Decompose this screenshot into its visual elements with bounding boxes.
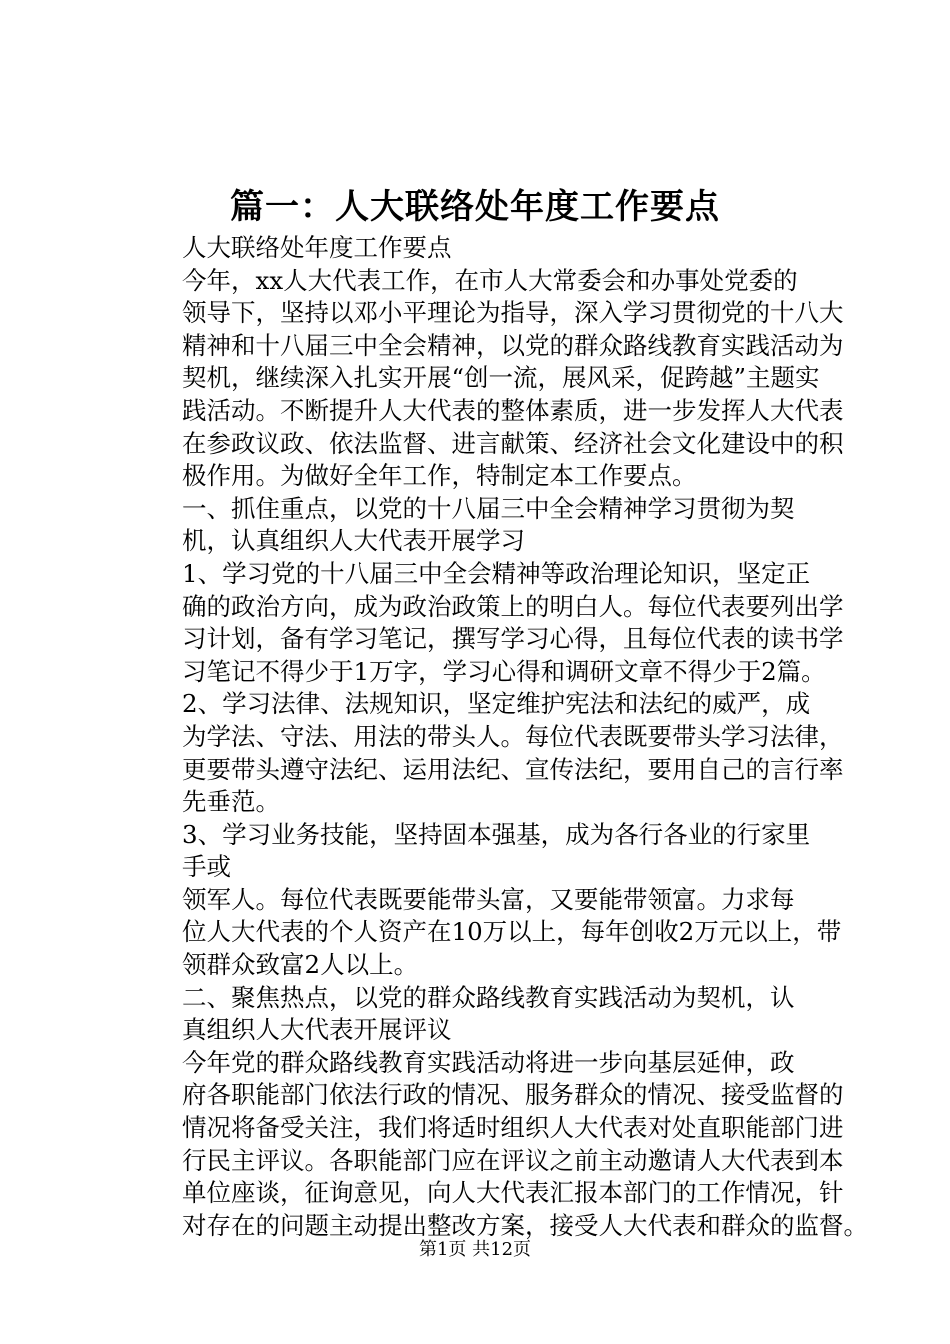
text-line: 2、学习法律、法规知识，坚定维护宪法和法纪的威严，成: [182, 689, 811, 719]
page-footer: [0, 1238, 950, 1262]
text-line: 府各职能部门依法行政的情况、服务群众的情况、接受监督的: [182, 1080, 844, 1110]
section-heading-2: [130, 982, 838, 1047]
text-line: 情况将备受关注，我们将适时组织人大代表对处直职能部门进: [182, 1113, 844, 1143]
text-line: 习笔记不得少于1万字，学习心得和调研文章不得少于2篇。: [182, 656, 826, 686]
text-line: 真组织人大代表开展评议: [182, 1015, 452, 1045]
text-line: 先垂范。: [182, 787, 280, 817]
text-line: 行民主评议。各职能部门应在评议之前主动邀请人大代表到本: [182, 1145, 844, 1175]
text-line: 3、学习业务技能，坚持固本强基，成为各行各业的行家里: [182, 819, 811, 849]
subtitle-paragraph: [130, 232, 838, 265]
text-line: 领群众致富2人以上。: [182, 950, 419, 980]
document-title: 篇一：人大联络处年度工作要点: [230, 187, 720, 227]
text-line: 为学法、守法、用法的带头人。每位代表既要带头学习法律，: [182, 721, 844, 751]
document-body: [130, 232, 868, 1242]
text-line: 更要带头遵守法纪、运用法纪、宣传法纪，要用自己的言行率: [182, 754, 844, 784]
text-line: 践活动。不断提升人大代表的整体素质，进一步发挥人大代表: [182, 395, 844, 425]
intro-paragraph: [130, 265, 844, 493]
text-line: 人大联络处年度工作要点: [182, 233, 452, 262]
item-paragraph-1: [130, 558, 844, 688]
text-line: 今年，xx人大代表工作，在市人大常委会和办事处党委的: [182, 265, 798, 295]
text-line: 1、学习党的十八届三中全会精神等政治理论知识，坚定正: [182, 558, 811, 588]
text-line: 今年党的群众路线教育实践活动将进一步向基层延伸，政: [182, 1047, 795, 1077]
item-paragraph-2: [130, 688, 844, 818]
text-line: 契机，继续深入扎实开展“创一流，展风采，促跨越”主题实: [182, 363, 820, 393]
text-line: 在参政议政、依法监督、进言献策、经济社会文化建设中的积: [182, 428, 844, 458]
text-line: 习计划，备有学习笔记，撰写学习心得，且每位代表的读书学: [182, 624, 844, 654]
text-line: 领军人。每位代表既要能带头富，又要能带领富。力求每: [182, 884, 795, 914]
section-heading-1: [130, 493, 838, 558]
text-line: 一、抓住重点，以党的十八届三中全会精神学习贯彻为契: [182, 493, 795, 523]
item-paragraph-3-continued: [130, 884, 842, 982]
section-2-paragraph: [130, 1047, 868, 1243]
text-line: 单位座谈，征询意见，向人大代表汇报本部门的工作情况，针: [182, 1178, 844, 1208]
item-paragraph-3: [130, 819, 838, 884]
text-line: 位人大代表的个人资产在10万以上，每年创收2万元以上，带: [182, 917, 842, 947]
page-total: 共12页: [472, 1239, 532, 1260]
text-line: 确的政治方向，成为政治政策上的明白人。每位代表要列出学: [182, 591, 844, 621]
page-number: 第1页: [418, 1239, 467, 1260]
text-line: 精神和十八届三中全会精神，以党的群众路线教育实践活动为: [182, 330, 844, 360]
text-line: 领导下，坚持以邓小平理论为指导，深入学习贯彻党的十八大: [182, 298, 844, 328]
text-line: 对存在的问题主动提出整改方案，接受人大代表和群众的监督。: [182, 1210, 868, 1240]
text-line: 极作用。为做好全年工作，特制定本工作要点。: [182, 461, 697, 491]
text-line: 机，认真组织人大代表开展学习: [182, 526, 525, 556]
text-line: 手或: [182, 852, 231, 882]
text-line: 二、聚焦热点，以党的群众路线教育实践活动为契机，认: [182, 982, 795, 1012]
